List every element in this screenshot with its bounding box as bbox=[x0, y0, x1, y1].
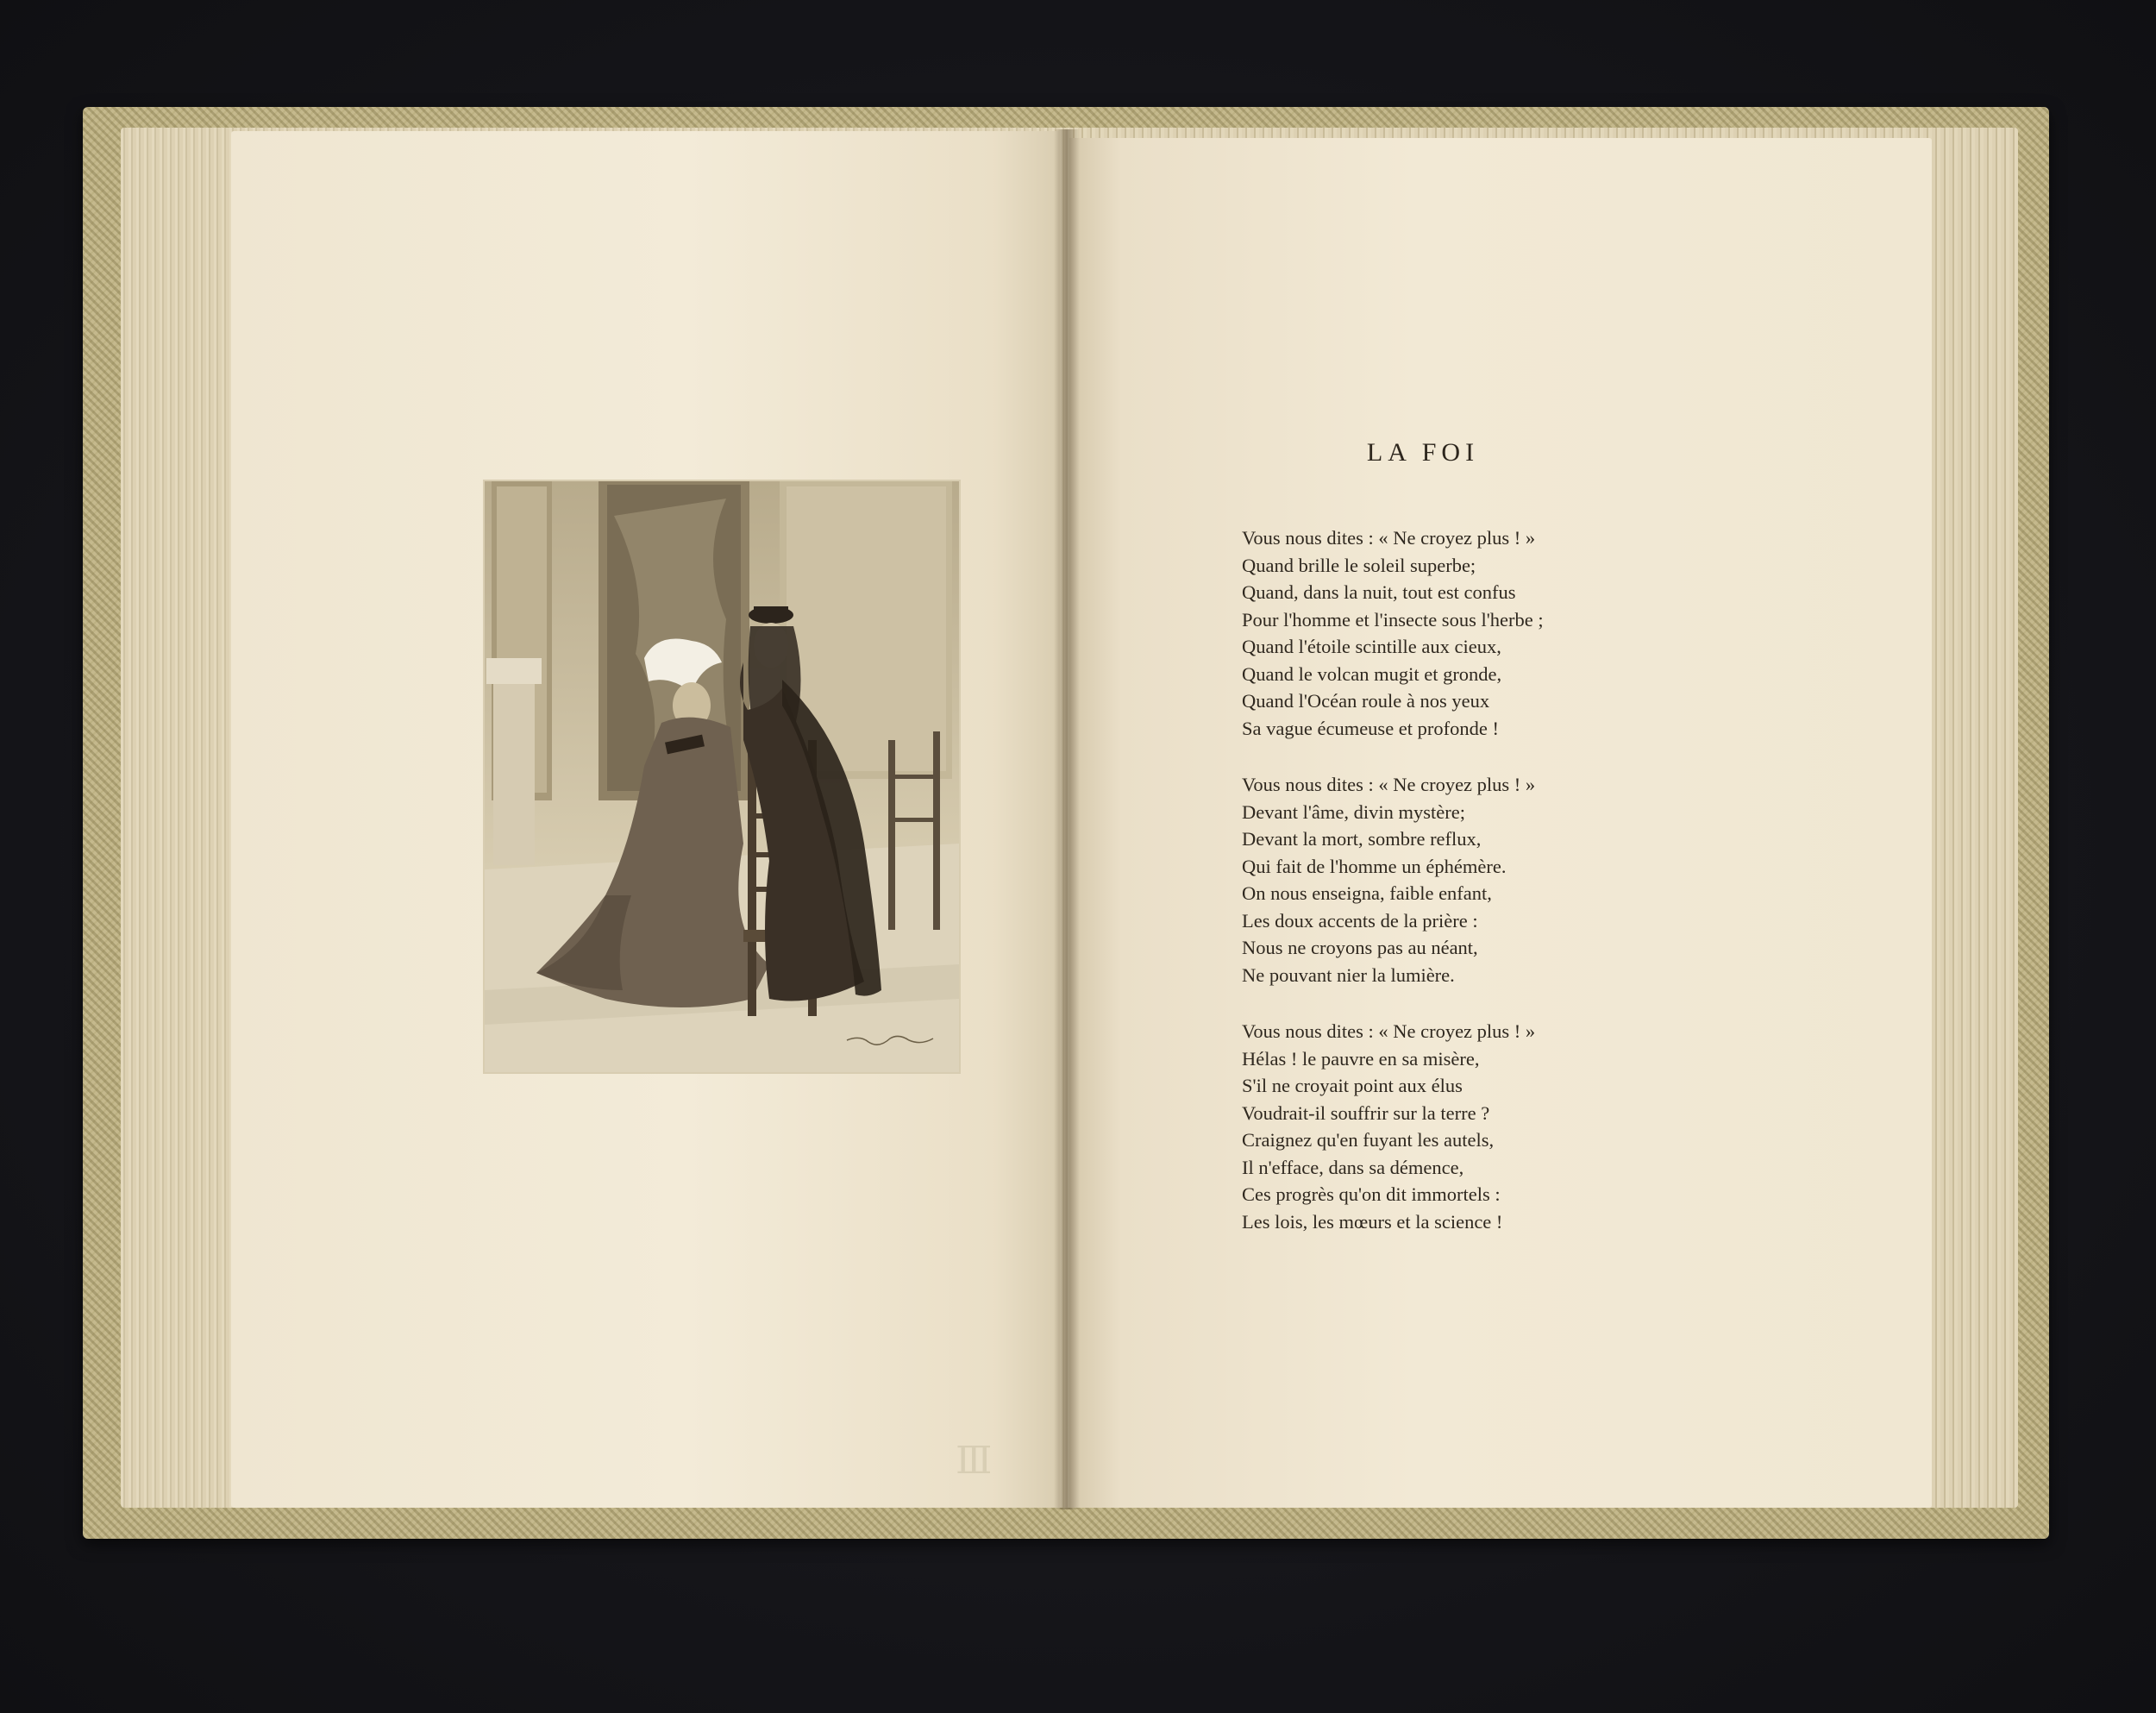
poem-line: Devant l'âme, divin mystère; bbox=[1242, 800, 1465, 823]
book-gutter bbox=[1054, 129, 1080, 1509]
poem-line: Pour l'homme et l'insecte sous l'herbe ; bbox=[1242, 608, 1544, 631]
poem-line: Quand le volcan mugit et gronde, bbox=[1242, 662, 1502, 685]
mounted-photograph bbox=[485, 481, 959, 1072]
poem-line: On nous enseigna, faible enfant, bbox=[1242, 882, 1492, 904]
poem-title: LA FOI bbox=[1366, 438, 1480, 467]
poem-line: Quand brille le soleil superbe; bbox=[1242, 554, 1476, 576]
poem-line: Les lois, les mœurs et la science ! bbox=[1242, 1210, 1503, 1233]
poem-line: Voudrait-il souffrir sur la terre ? bbox=[1242, 1101, 1490, 1124]
poem-line: Ne pouvant nier la lumière. bbox=[1242, 963, 1455, 986]
blind-stamp-monogram: Ⅲ bbox=[956, 1439, 994, 1483]
poem-line: Vous nous dites : « Ne croyez plus ! » bbox=[1242, 774, 1536, 795]
poem-line: Les doux accents de la prière : bbox=[1242, 909, 1478, 932]
stanza-3 bbox=[1242, 1018, 1673, 1235]
poem-line: Nous ne croyons pas au néant, bbox=[1242, 937, 1478, 958]
poem-line: Hélas ! le pauvre en sa misère, bbox=[1242, 1047, 1480, 1070]
stanza-2 bbox=[1242, 771, 1673, 988]
poem-line: Ces progrès qu'on dit immortels : bbox=[1242, 1183, 1501, 1205]
poem-line: Devant la mort, sombre reflux, bbox=[1242, 828, 1482, 850]
poem-line: Craignez qu'en fuyant les autels, bbox=[1242, 1129, 1495, 1151]
poem-line: Sa vague écumeuse et profonde ! bbox=[1242, 717, 1500, 739]
poem-line: Il n'efface, dans sa démence, bbox=[1242, 1156, 1464, 1178]
poem-line: Quand l'étoile scintille aux cieux, bbox=[1242, 636, 1501, 657]
stanza-1 bbox=[1242, 524, 1673, 742]
photograph-image bbox=[485, 481, 959, 1072]
poem-line: Vous nous dites : « Ne croyez plus ! » bbox=[1242, 527, 1536, 549]
poem-line: Vous nous dites : « Ne croyez plus ! » bbox=[1242, 1020, 1536, 1042]
poem-line: Quand l'Océan roule à nos yeux bbox=[1242, 690, 1490, 712]
poem-line: S'il ne croyait point aux élus bbox=[1242, 1075, 1463, 1096]
poem-line: Quand, dans la nuit, tout est confus bbox=[1242, 581, 1516, 603]
poem-line: Qui fait de l'homme un éphémère. bbox=[1242, 855, 1507, 877]
